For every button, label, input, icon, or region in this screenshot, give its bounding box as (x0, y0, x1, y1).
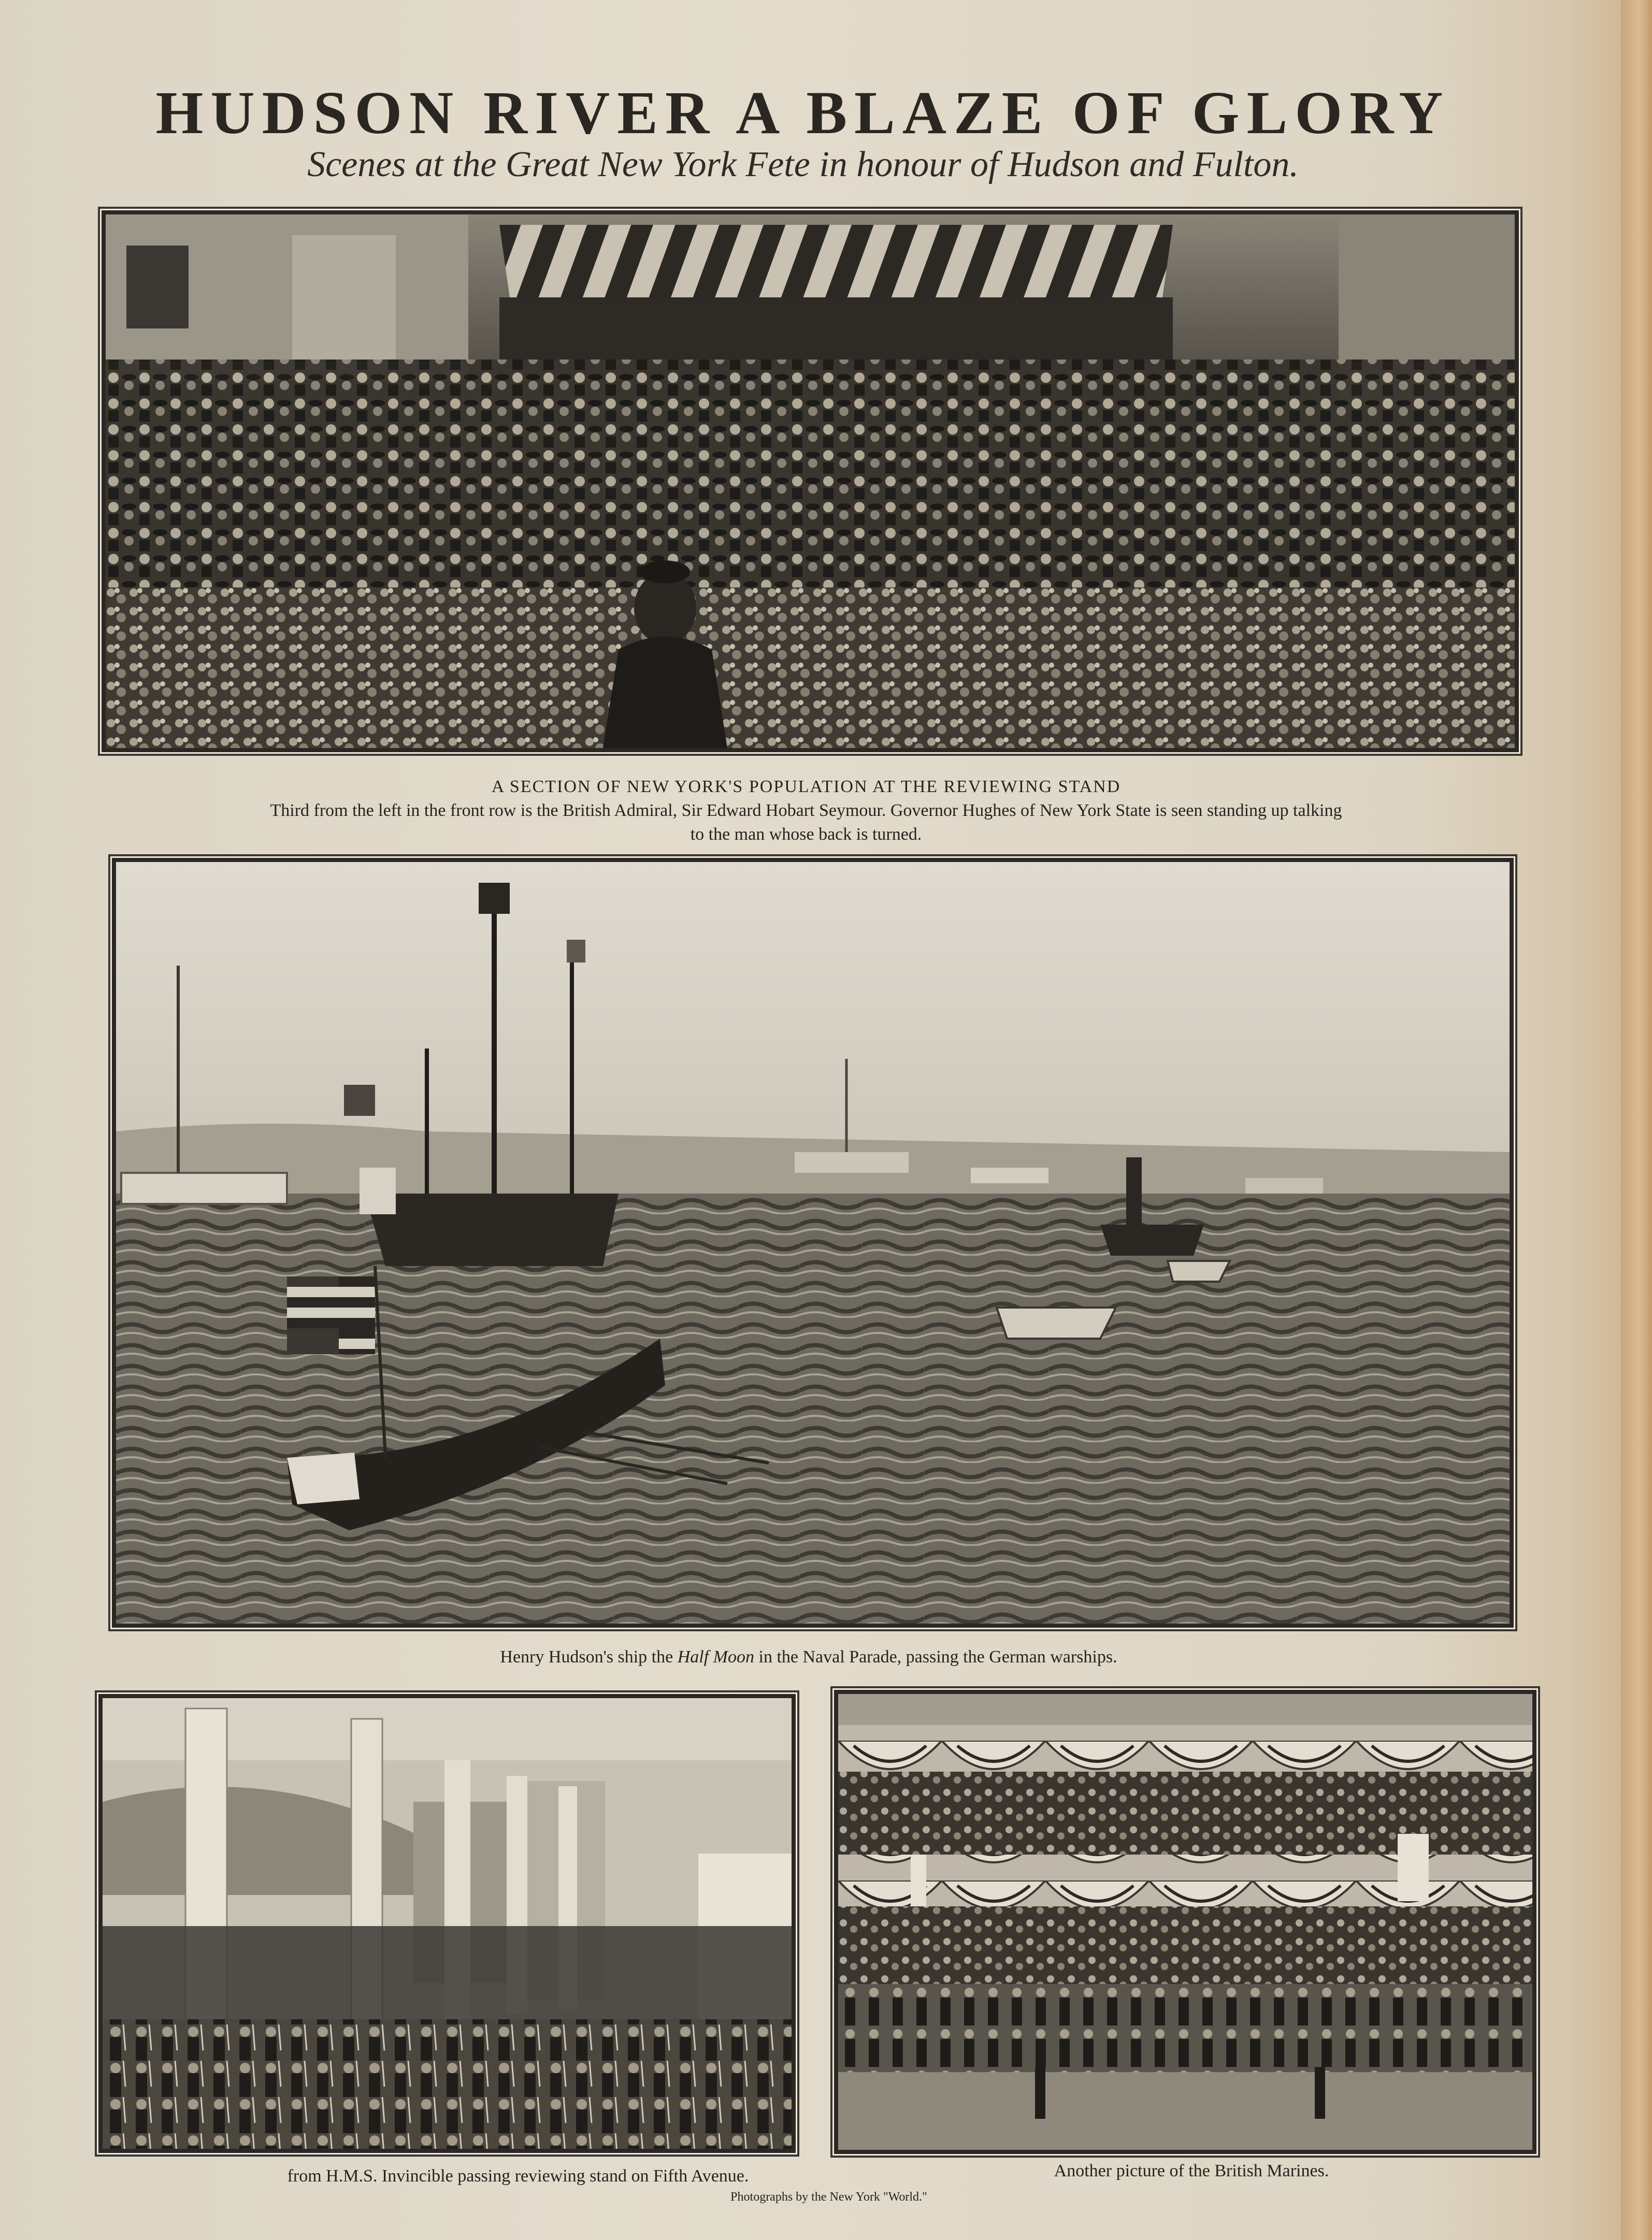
marines-fifth-avenue-caption: from H.M.S. Invincible passing reviewing stand on Fifth Avenue. (287, 2166, 749, 2186)
photo-marines-fifth-avenue (98, 1694, 796, 2153)
british-marines-image (838, 1694, 1532, 2150)
marines-fifth-avenue-image (103, 1698, 792, 2149)
half-moon-caption-pre: Henry Hudson's ship the (500, 1647, 673, 1667)
british-marines-caption: Another picture of the British Marines. (1054, 2161, 1329, 2180)
photo-half-moon (112, 858, 1514, 1628)
half-moon-image (116, 862, 1510, 1624)
half-moon-caption-italic: Half Moon (677, 1647, 754, 1667)
half-moon-caption (112, 1645, 1505, 1669)
reviewing-stand-caption-line1: Third from the left in the front row is the British Admiral, Sir Edward Hobart Seymour. Governor Hughes of New York State is seen standing up talking (270, 801, 1342, 820)
page-title: HUDSON RIVER A BLAZE OF GLORY (155, 79, 1450, 147)
photo-credit: Photographs by the New York "World." (730, 2190, 927, 2204)
reviewing-stand-caption-line2: to the man whose back is turned. (690, 825, 922, 844)
photo-reviewing-stand (102, 210, 1519, 752)
half-moon-caption-post: in the Naval Parade, passing the German warships. (758, 1647, 1117, 1667)
page-subtitle: Scenes at the Great New York Fete in honour of Hudson and Fulton. (307, 145, 1299, 184)
reviewing-stand-caption-title: A SECTION OF NEW YORK'S POPULATION AT THE REVIEWING STAND (491, 777, 1121, 796)
photo-british-marines (834, 1690, 1536, 2154)
page-spine-edge (1621, 0, 1652, 2240)
reviewing-stand-image (106, 214, 1515, 748)
